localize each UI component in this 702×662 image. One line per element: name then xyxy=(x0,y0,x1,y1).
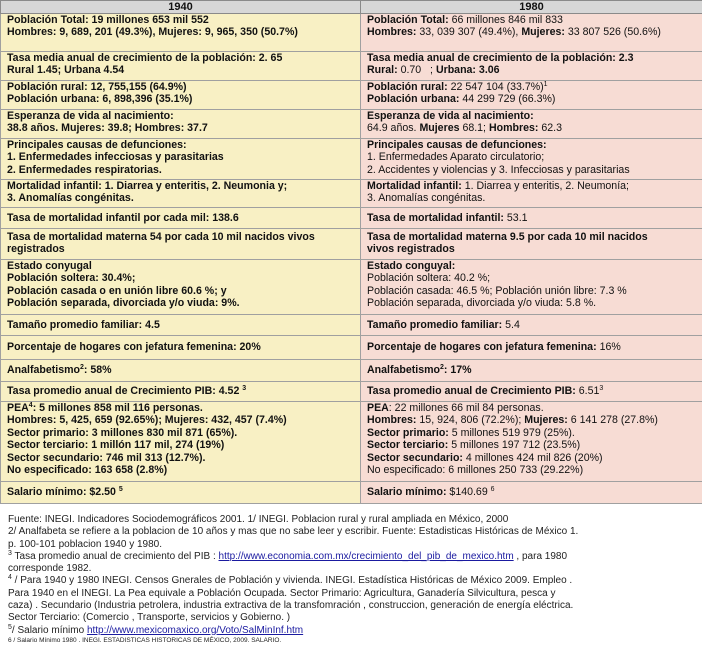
header-1940: 1940 xyxy=(1,1,361,14)
label: PEA xyxy=(7,402,29,414)
footnote-text: Tasa promedio anual de crecimiento del PIB : xyxy=(11,550,219,562)
table-row xyxy=(1,402,702,482)
cell-1940-mortalidad-infantil xyxy=(1,180,361,208)
cell-1980-pib xyxy=(361,382,702,402)
cell-line: 2. Enfermedades respiratorias. xyxy=(7,163,162,176)
cell-line xyxy=(367,341,699,353)
label: Tasa promedio anual de Crecimiento PIB: 4.52 xyxy=(7,385,240,398)
value: 5 millones 519 979 (25%). xyxy=(451,426,575,439)
table-row xyxy=(1,180,702,208)
cell-1940-causas-defunciones xyxy=(1,139,361,180)
cell-line: 38.8 años. Mujeres: 39.8; Hombres: 37.7 xyxy=(7,122,208,135)
cell-line: vivos registrados xyxy=(367,243,455,256)
cell-line xyxy=(367,364,699,376)
pib-source-link[interactable]: http://www.economia.com.mx/crecimiento_del_pib_de_mexico.htm xyxy=(218,550,514,562)
cell-line xyxy=(367,122,699,134)
label: Población rural: xyxy=(367,81,448,93)
cell-line: Tasa de mortalidad materna 54 por cada 10 mil nacidos vivos xyxy=(7,231,315,243)
cell-1980-esperanza-vida xyxy=(361,110,702,139)
cell-line: Tamaño promedio familiar: 4.5 xyxy=(7,318,160,331)
value: 44 299 729 (66.3%) xyxy=(462,93,556,106)
cell-line xyxy=(367,414,699,426)
cell-line: Mortalidad infantil: 1. Diarrea y enteritis, 2. Neumonia y; xyxy=(7,180,288,192)
cell-1980-tasa-crecimiento xyxy=(361,52,702,81)
cell-line: Hombres: 5, 425, 659 (92.65%); Mujeres: 432, 457 (7.4%) xyxy=(7,414,287,427)
value: 22 547 104 (33.7%) xyxy=(450,81,544,93)
value: 6.51 xyxy=(578,385,600,398)
header-1980: 1980 xyxy=(361,1,702,14)
cell-line: Población separada, divorciada y/o viuda: 5.8 %. xyxy=(367,297,597,310)
cell-line: Población separada, divorciada y/o viuda: 9%. xyxy=(7,297,240,310)
cell-1980-salario-minimo xyxy=(361,482,702,504)
value: 3.06 xyxy=(478,64,500,77)
cell-line xyxy=(367,439,699,451)
cell-line: Población casada o en unión libre 60.6 %; y xyxy=(7,284,227,297)
cell-line xyxy=(367,180,699,192)
cell-1980-analfabetismo xyxy=(361,360,702,382)
footnote-1: Fuente: INEGI. Indicadores Sociodemográficos 2001. 1/ INEGI. Poblacion rural y rural ampliada en México, 2000 xyxy=(8,514,509,525)
label: Analfabetismo xyxy=(367,364,440,377)
footnote-text: , para 1980 xyxy=(513,550,568,562)
cell-1940-salario-minimo xyxy=(1,482,361,504)
label: Analfabetismo xyxy=(7,364,80,377)
cell-line: Población casada: 46.5 %; Población unión libre: 7.3 % xyxy=(367,284,627,297)
cell-1980-mortalidad-infantil xyxy=(361,180,702,208)
label: Porcentaje de hogares con jefatura femenina: xyxy=(367,341,597,354)
footnote-text: / Para 1940 y 1980 INEGI. Censos Gnerales de Población y vivienda. INEGI. Estadística Históricas de México 2009. Empleo . xyxy=(11,575,573,587)
cell-1980-causas-defunciones xyxy=(361,139,702,180)
cell-line: Estado conyugal xyxy=(7,260,92,272)
table-row xyxy=(1,336,702,360)
footnote-ref: 3 xyxy=(599,385,604,393)
cell-1980-pea xyxy=(361,402,702,482)
table-row xyxy=(1,110,702,139)
value: 6 141 278 (27.8%) xyxy=(570,414,658,427)
footnote-4-cont: Para 1940 en el INEGI. La Pea equivale a Población Ocupada. Sector Primario: Agricultura, Ganadería Silvicultura, pesca y xyxy=(8,587,556,599)
cell-line xyxy=(367,385,699,397)
cell-1940-tasa-crecimiento xyxy=(1,52,361,81)
label: PEA xyxy=(367,402,389,414)
cell-line xyxy=(367,93,699,105)
cell-line xyxy=(367,319,699,331)
cell-line: Esperanza de vida al nacimiento: xyxy=(7,110,174,122)
table-row xyxy=(1,52,702,81)
cell-1980-poblacion-total xyxy=(361,14,702,52)
footnote-4 xyxy=(8,575,698,587)
table-row xyxy=(1,260,702,315)
label: Tasa de mortalidad infantil: xyxy=(367,211,504,224)
label: Hombres: xyxy=(367,26,417,39)
label: Sector primario: xyxy=(367,426,449,439)
table-row xyxy=(1,229,702,260)
cell-line xyxy=(7,402,357,414)
value: 0.70 xyxy=(400,64,422,77)
value: 33 807 526 (50.6%) xyxy=(567,26,661,39)
cell-line xyxy=(367,81,699,93)
footnote-4-cont: Sector Terciario: (Comercio , Transporte, servicios y Gobierno. ) xyxy=(8,612,291,624)
value: : 5 millones 858 mil 116 personas. xyxy=(32,402,203,414)
cell-line xyxy=(367,14,699,26)
footnote-ref: 5 xyxy=(8,623,12,631)
label: Rural: xyxy=(367,64,398,77)
cell-line xyxy=(367,402,699,414)
cell-1940-estado-conyugal xyxy=(1,260,361,315)
label: Mujeres xyxy=(419,122,460,135)
cell-line: 1. Enfermedades Aparato circulatorio; xyxy=(367,151,545,164)
footnote-4-cont: caza) . Secundario (Industria petrolera, industria extractiva de la transfomración , construccion, generación de energía eléctrica. xyxy=(8,600,574,612)
cell-line xyxy=(367,26,699,38)
label: Población urbana: xyxy=(367,93,460,106)
cell-1980-poblacion-rural xyxy=(361,81,702,110)
value: $140.69 xyxy=(449,486,488,499)
cell-1940-jefatura-femenina xyxy=(1,336,361,360)
table-row xyxy=(1,315,702,336)
cell-line: 2. Accidentes y violencias y 3. Infecciosas y parasitarias xyxy=(367,163,630,176)
footnote-text: / Salario mínimo xyxy=(11,624,87,636)
cell-line: Población rural: 12, 755,155 (64.9%) xyxy=(7,81,187,93)
cell-line: Rural 1.45; Urbana 4.54 xyxy=(7,64,125,77)
table-row xyxy=(1,208,702,229)
label: Mortalidad infantil: xyxy=(367,180,462,192)
cell-1940-analfabetismo xyxy=(1,360,361,382)
table-row xyxy=(1,360,702,382)
footnote-3-cont: corresponde 1982. xyxy=(8,563,92,575)
separator: ; xyxy=(430,64,433,77)
footnote-2-cont: p. 100-101 poblacion 1940 y 1980. xyxy=(8,538,163,550)
value: 5 millones 197 712 (23.5%) xyxy=(451,439,581,452)
cell-line: Sector terciario: 1 millón 117 mil, 274 (19%) xyxy=(7,439,225,452)
footnote-ref: 1 xyxy=(543,81,548,88)
footnote-ref: 2 xyxy=(440,364,444,372)
header-row xyxy=(1,1,702,14)
cell-line: Tasa de mortalidad infantil por cada mil: 138.6 xyxy=(7,211,239,224)
footnote-ref: 2 xyxy=(80,364,84,372)
footnote-6: 6 / Salario Mínimo 1980 . INEGI. ESTADISTICAS HISTORICAS DE MÉXICO, 2009. SALARIO. xyxy=(8,636,282,644)
cell-1980-estado-conyugal xyxy=(361,260,702,315)
label: Sector secundario: xyxy=(367,451,463,464)
table-row xyxy=(1,139,702,180)
value: 33, 039 307 (49.4%), xyxy=(419,26,519,39)
table-row xyxy=(1,81,702,110)
cell-line: Sector primario: 3 millones 830 mil 871 (65%). xyxy=(7,426,238,439)
cell-line xyxy=(367,452,699,464)
cell-line: No especificado: 6 millones 250 733 (29.22%) xyxy=(367,464,584,477)
cell-line: Población soltera: 40.2 %; xyxy=(367,272,491,285)
label: Mujeres: xyxy=(521,26,565,39)
cell-line xyxy=(367,64,699,76)
cell-1980-tamano-familiar xyxy=(361,315,702,336)
table-row xyxy=(1,382,702,402)
label: Sector terciario: xyxy=(367,439,449,452)
cell-line: Principales causas de defunciones: xyxy=(7,139,187,151)
cell-1980-tasa-mortalidad-infantil xyxy=(361,208,702,229)
value: 15, 924, 806 (72.2%); xyxy=(419,414,522,427)
cell-1980-mortalidad-materna xyxy=(361,229,702,260)
label: Mujeres: xyxy=(524,414,568,427)
cell-line xyxy=(7,364,357,376)
footnote-ref: 6 xyxy=(490,486,495,494)
label: Hombres: xyxy=(488,122,539,135)
footnote-ref: 4 xyxy=(28,402,33,409)
footnote-ref: 4 xyxy=(8,574,12,582)
table-row xyxy=(1,482,702,504)
cell-line: Estado conguyal: xyxy=(367,260,456,272)
footnote-ref: 3 xyxy=(242,385,247,393)
footnote-5 xyxy=(8,625,698,637)
cell-1940-pib xyxy=(1,382,361,402)
salario-source-link[interactable]: http://www.mexicomaxico.org/Voto/SalMinInf.htm xyxy=(86,624,304,636)
footnote-3 xyxy=(8,551,698,563)
cell-line: 3. Anomalías congénitas. xyxy=(367,192,486,205)
cell-line: No especificado: 163 658 (2.8%) xyxy=(7,464,168,477)
label: Salario mínimo: xyxy=(367,486,447,499)
cell-1940-esperanza-vida xyxy=(1,110,361,139)
cell-line: Población Total: 19 millones 653 mil 552 xyxy=(7,14,209,26)
cell-line xyxy=(7,385,357,397)
label: Hombres: xyxy=(367,414,417,427)
footnotes xyxy=(8,514,698,645)
cell-line: Porcentaje de hogares con jefatura femenina: 20% xyxy=(7,341,261,354)
value: : 22 millones 66 mil 84 personas. xyxy=(388,402,544,414)
label: Urbana: xyxy=(435,64,476,77)
cell-line: registrados xyxy=(7,243,65,256)
cell-line xyxy=(7,486,357,498)
value: 53.1 xyxy=(506,211,528,224)
value: : 17% xyxy=(443,364,472,377)
value: 68.1; xyxy=(462,122,486,135)
value: : 58% xyxy=(83,364,112,377)
label: Tamaño promedio familiar: xyxy=(367,318,503,331)
cell-1940-tamano-familiar xyxy=(1,315,361,336)
cell-line: Población soltera: 30.4%; xyxy=(7,272,136,285)
cell-1940-mortalidad-materna xyxy=(1,229,361,260)
cell-line: Esperanza de vida al nacimiento: xyxy=(367,110,534,122)
value: 1. Diarrea y enteritis, 2. Neumonía; xyxy=(464,180,629,192)
cell-1940-tasa-mortalidad-infantil xyxy=(1,208,361,229)
cell-1940-poblacion-total xyxy=(1,14,361,52)
cell-1980-jefatura-femenina xyxy=(361,336,702,360)
cell-line: Tasa media anual de crecimiento de la población: 2.3 xyxy=(367,52,634,64)
footnote-2: 2/ Analfabeta se refiere a la poblacion de 10 años y mas que no sabe leer y escribir. Fuente: Estadisticas Históricas de México 1. xyxy=(8,526,579,538)
value: 5.4 xyxy=(505,318,520,331)
cell-line: 1. Enfermedades infecciosas y parasitarias xyxy=(7,151,224,164)
value: 62.3 xyxy=(541,122,562,135)
cell-line: Hombres: 9, 689, 201 (49.3%), Mujeres: 9, 965, 350 (50.7%) xyxy=(7,26,298,39)
footnote-ref: 5 xyxy=(118,486,123,494)
cell-line: Sector secundario: 746 mil 313 (12.7%). xyxy=(7,451,206,464)
cell-line xyxy=(367,486,699,498)
footnote-ref: 3 xyxy=(8,549,12,557)
cell-line xyxy=(367,427,699,439)
label: Tasa promedio anual de Crecimiento PIB: xyxy=(367,385,576,398)
value: 64.9 años. xyxy=(367,122,417,135)
cell-1940-pea xyxy=(1,402,361,482)
cell-1940-poblacion-rural xyxy=(1,81,361,110)
cell-line: Principales causas de defunciones: xyxy=(367,139,547,151)
label: Población Total: xyxy=(367,14,449,26)
value: 16% xyxy=(599,341,621,354)
cell-line: Tasa media anual de crecimiento de la población: 2. 65 xyxy=(7,52,283,64)
cell-line: Tasa de mortalidad materna 9.5 por cada 10 mil nacidos xyxy=(367,231,648,243)
cell-line: Población urbana: 6, 898,396 (35.1%) xyxy=(7,93,193,106)
cell-line: 3. Anomalías congénitas. xyxy=(7,192,134,205)
value: 4 millones 424 mil 826 (20%) xyxy=(465,451,603,464)
table-row xyxy=(1,14,702,52)
cell-line xyxy=(367,212,699,224)
label: Salario mínimo: $2.50 xyxy=(7,486,116,499)
value: 66 millones 846 mil 833 xyxy=(451,14,563,26)
